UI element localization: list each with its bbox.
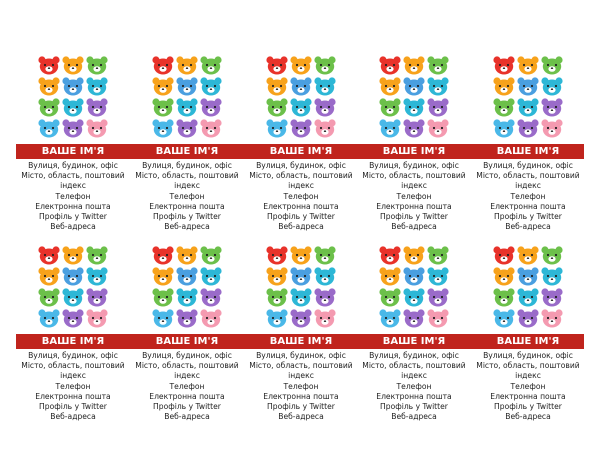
bear-face-icon bbox=[427, 56, 451, 77]
card-twitter: Профіль у Twitter bbox=[494, 212, 562, 222]
bear-face-icon bbox=[200, 288, 224, 309]
bear-face-icon bbox=[517, 119, 541, 140]
bear-face-icon bbox=[541, 309, 565, 330]
card-web: Веб-адреса bbox=[50, 222, 96, 232]
bear-face-icon bbox=[314, 267, 338, 288]
card-address: Вулиця, будинок, офіс bbox=[28, 351, 118, 360]
bear-face-icon bbox=[541, 267, 565, 288]
card-index: індекс bbox=[288, 371, 314, 381]
bear-face-icon bbox=[152, 119, 176, 140]
bear-face-icon bbox=[200, 309, 224, 330]
bear-grid bbox=[379, 246, 451, 330]
bear-face-icon bbox=[62, 309, 86, 330]
business-card bbox=[357, 46, 471, 236]
bear-face-icon bbox=[266, 309, 290, 330]
bear-face-icon bbox=[38, 267, 62, 288]
card-contact-info bbox=[244, 351, 358, 422]
bear-face-icon bbox=[266, 98, 290, 119]
card-email: Електронна пошта bbox=[490, 201, 566, 211]
card-email: Електронна пошта bbox=[376, 391, 452, 401]
card-email: Електронна пошта bbox=[490, 391, 566, 401]
card-name: ВАШЕ ІМ'Я bbox=[155, 336, 219, 347]
bear-face-icon bbox=[517, 98, 541, 119]
card-address: Вулиця, будинок, офіс bbox=[256, 161, 346, 170]
card-web: Веб-адреса bbox=[505, 222, 551, 232]
card-twitter: Профіль у Twitter bbox=[153, 212, 221, 222]
card-name: ВАШЕ ІМ'Я bbox=[269, 146, 333, 157]
card-city: Місто, область, поштовий bbox=[476, 171, 580, 181]
bear-face-icon bbox=[176, 119, 200, 140]
card-index: індекс bbox=[288, 181, 314, 191]
card-twitter: Профіль у Twitter bbox=[39, 402, 107, 412]
bear-face-icon bbox=[200, 246, 224, 267]
card-city: Місто, область, поштовий bbox=[249, 171, 353, 181]
bear-face-icon bbox=[290, 77, 314, 98]
card-phone: Телефон bbox=[55, 381, 91, 391]
business-card bbox=[357, 236, 471, 426]
card-contact-info bbox=[16, 161, 130, 232]
bear-face-icon bbox=[314, 288, 338, 309]
card-city: Місто, область, поштовий bbox=[476, 361, 580, 371]
card-web: Веб-адреса bbox=[164, 412, 210, 422]
card-twitter: Профіль у Twitter bbox=[380, 402, 448, 412]
card-twitter: Профіль у Twitter bbox=[380, 212, 448, 222]
business-card bbox=[130, 236, 244, 426]
bear-face-icon bbox=[379, 77, 403, 98]
bear-face-icon bbox=[290, 288, 314, 309]
bear-face-icon bbox=[493, 309, 517, 330]
bear-face-icon bbox=[541, 246, 565, 267]
card-phone: Телефон bbox=[55, 191, 91, 201]
bear-face-icon bbox=[493, 56, 517, 77]
bear-face-icon bbox=[379, 56, 403, 77]
bear-face-icon bbox=[493, 119, 517, 140]
bear-face-icon bbox=[38, 98, 62, 119]
bear-face-icon bbox=[152, 267, 176, 288]
card-twitter: Профіль у Twitter bbox=[39, 212, 107, 222]
bear-face-icon bbox=[200, 77, 224, 98]
bear-face-icon bbox=[427, 119, 451, 140]
bear-face-icon bbox=[38, 119, 62, 140]
bear-face-icon bbox=[86, 98, 110, 119]
card-index: індекс bbox=[515, 181, 541, 191]
bear-face-icon bbox=[314, 309, 338, 330]
card-phone: Телефон bbox=[510, 191, 546, 201]
bear-face-icon bbox=[38, 309, 62, 330]
bear-face-icon bbox=[176, 309, 200, 330]
bear-face-icon bbox=[541, 119, 565, 140]
bear-face-icon bbox=[379, 288, 403, 309]
bear-face-icon bbox=[152, 309, 176, 330]
card-index: індекс bbox=[174, 371, 200, 381]
bear-face-icon bbox=[200, 119, 224, 140]
bear-face-icon bbox=[541, 56, 565, 77]
card-city: Місто, область, поштовий bbox=[21, 361, 125, 371]
bear-face-icon bbox=[86, 267, 110, 288]
business-card bbox=[471, 46, 585, 236]
card-address: Вулиця, будинок, офіс bbox=[369, 351, 459, 360]
card-contact-info bbox=[130, 161, 244, 232]
bear-face-icon bbox=[152, 288, 176, 309]
bear-face-icon bbox=[86, 56, 110, 77]
card-address: Вулиця, будинок, офіс bbox=[142, 161, 232, 170]
bear-face-icon bbox=[290, 56, 314, 77]
card-contact-info bbox=[357, 351, 471, 422]
card-email: Електронна пошта bbox=[263, 201, 339, 211]
bear-face-icon bbox=[86, 119, 110, 140]
bear-face-icon bbox=[517, 56, 541, 77]
bear-face-icon bbox=[517, 309, 541, 330]
bear-grid bbox=[493, 56, 565, 140]
bear-face-icon bbox=[290, 119, 314, 140]
card-city: Місто, область, поштовий bbox=[135, 171, 239, 181]
bear-face-icon bbox=[38, 288, 62, 309]
card-email: Електронна пошта bbox=[149, 391, 225, 401]
card-address: Вулиця, будинок, офіс bbox=[28, 161, 118, 170]
card-city: Місто, область, поштовий bbox=[362, 171, 466, 181]
card-web: Веб-адреса bbox=[278, 412, 324, 422]
card-name: ВАШЕ ІМ'Я bbox=[496, 146, 560, 157]
bear-face-icon bbox=[517, 288, 541, 309]
bear-face-icon bbox=[379, 267, 403, 288]
bear-face-icon bbox=[152, 77, 176, 98]
card-city: Місто, область, поштовий bbox=[135, 361, 239, 371]
card-email: Електронна пошта bbox=[376, 201, 452, 211]
bear-face-icon bbox=[38, 246, 62, 267]
card-address: Вулиця, будинок, офіс bbox=[483, 351, 573, 360]
card-web: Веб-адреса bbox=[278, 222, 324, 232]
bear-face-icon bbox=[403, 288, 427, 309]
bear-face-icon bbox=[427, 77, 451, 98]
business-card bbox=[16, 236, 130, 426]
card-phone: Телефон bbox=[396, 191, 432, 201]
bear-face-icon bbox=[379, 246, 403, 267]
bear-face-icon bbox=[427, 246, 451, 267]
card-twitter: Профіль у Twitter bbox=[267, 402, 335, 412]
business-card bbox=[16, 46, 130, 236]
bear-face-icon bbox=[493, 98, 517, 119]
card-address: Вулиця, будинок, офіс bbox=[369, 161, 459, 170]
card-web: Веб-адреса bbox=[391, 412, 437, 422]
card-address: Вулиця, будинок, офіс bbox=[256, 351, 346, 360]
card-twitter: Профіль у Twitter bbox=[153, 402, 221, 412]
bear-face-icon bbox=[517, 267, 541, 288]
card-email: Електронна пошта bbox=[35, 201, 111, 211]
card-index: індекс bbox=[401, 181, 427, 191]
card-web: Веб-адреса bbox=[391, 222, 437, 232]
bear-face-icon bbox=[403, 77, 427, 98]
bear-grid bbox=[38, 56, 110, 140]
bear-face-icon bbox=[152, 56, 176, 77]
bear-face-icon bbox=[266, 246, 290, 267]
bear-face-icon bbox=[266, 56, 290, 77]
card-index: індекс bbox=[401, 371, 427, 381]
bear-face-icon bbox=[86, 288, 110, 309]
bear-face-icon bbox=[427, 267, 451, 288]
bear-face-icon bbox=[493, 267, 517, 288]
card-web: Веб-адреса bbox=[505, 412, 551, 422]
bear-grid bbox=[266, 56, 338, 140]
bear-face-icon bbox=[541, 288, 565, 309]
card-phone: Телефон bbox=[169, 381, 205, 391]
card-phone: Телефон bbox=[283, 191, 319, 201]
bear-face-icon bbox=[314, 56, 338, 77]
card-contact-info bbox=[357, 161, 471, 232]
bear-face-icon bbox=[38, 77, 62, 98]
bear-grid bbox=[152, 56, 224, 140]
bear-face-icon bbox=[541, 98, 565, 119]
bear-face-icon bbox=[62, 56, 86, 77]
bear-face-icon bbox=[152, 98, 176, 119]
card-index: індекс bbox=[60, 181, 86, 191]
card-name: ВАШЕ ІМ'Я bbox=[382, 336, 446, 347]
business-card bbox=[130, 46, 244, 236]
card-name: ВАШЕ ІМ'Я bbox=[496, 336, 560, 347]
bear-face-icon bbox=[200, 56, 224, 77]
card-twitter: Профіль у Twitter bbox=[267, 212, 335, 222]
bear-face-icon bbox=[86, 246, 110, 267]
bear-grid bbox=[379, 56, 451, 140]
bear-face-icon bbox=[266, 267, 290, 288]
card-phone: Телефон bbox=[396, 381, 432, 391]
bear-face-icon bbox=[62, 77, 86, 98]
business-card bbox=[244, 46, 358, 236]
card-city: Місто, область, поштовий bbox=[21, 171, 125, 181]
bear-face-icon bbox=[266, 119, 290, 140]
bear-face-icon bbox=[86, 309, 110, 330]
card-city: Місто, область, поштовий bbox=[249, 361, 353, 371]
bear-face-icon bbox=[62, 98, 86, 119]
bear-face-icon bbox=[403, 267, 427, 288]
card-email: Електронна пошта bbox=[263, 391, 339, 401]
bear-face-icon bbox=[152, 246, 176, 267]
card-contact-info bbox=[130, 351, 244, 422]
bear-face-icon bbox=[38, 56, 62, 77]
card-index: індекс bbox=[515, 371, 541, 381]
bear-grid bbox=[38, 246, 110, 330]
bear-face-icon bbox=[403, 98, 427, 119]
bear-face-icon bbox=[493, 246, 517, 267]
bear-face-icon bbox=[62, 288, 86, 309]
bear-face-icon bbox=[266, 288, 290, 309]
bear-face-icon bbox=[314, 119, 338, 140]
bear-grid bbox=[266, 246, 338, 330]
bear-face-icon bbox=[493, 288, 517, 309]
bear-face-icon bbox=[176, 56, 200, 77]
bear-face-icon bbox=[176, 267, 200, 288]
card-email: Електронна пошта bbox=[35, 391, 111, 401]
bear-face-icon bbox=[290, 309, 314, 330]
bear-face-icon bbox=[176, 77, 200, 98]
card-index: індекс bbox=[174, 181, 200, 191]
bear-face-icon bbox=[379, 98, 403, 119]
bear-face-icon bbox=[200, 267, 224, 288]
card-name: ВАШЕ ІМ'Я bbox=[41, 146, 105, 157]
bear-face-icon bbox=[379, 309, 403, 330]
card-name: ВАШЕ ІМ'Я bbox=[41, 336, 105, 347]
bear-face-icon bbox=[200, 98, 224, 119]
bear-face-icon bbox=[86, 77, 110, 98]
bear-face-icon bbox=[176, 98, 200, 119]
bear-grid bbox=[152, 246, 224, 330]
bear-face-icon bbox=[403, 56, 427, 77]
card-contact-info bbox=[471, 161, 585, 232]
bear-face-icon bbox=[403, 309, 427, 330]
card-index: індекс bbox=[60, 371, 86, 381]
card-address: Вулиця, будинок, офіс bbox=[483, 161, 573, 170]
card-contact-info bbox=[244, 161, 358, 232]
bear-face-icon bbox=[62, 119, 86, 140]
bear-face-icon bbox=[427, 309, 451, 330]
bear-face-icon bbox=[517, 246, 541, 267]
card-city: Місто, область, поштовий bbox=[362, 361, 466, 371]
bear-face-icon bbox=[314, 246, 338, 267]
bear-face-icon bbox=[290, 267, 314, 288]
bear-face-icon bbox=[314, 98, 338, 119]
card-web: Веб-адреса bbox=[50, 412, 96, 422]
bear-face-icon bbox=[176, 288, 200, 309]
bear-face-icon bbox=[62, 267, 86, 288]
bear-face-icon bbox=[427, 98, 451, 119]
bear-face-icon bbox=[517, 77, 541, 98]
bear-face-icon bbox=[493, 77, 517, 98]
bear-face-icon bbox=[290, 98, 314, 119]
card-name: ВАШЕ ІМ'Я bbox=[269, 336, 333, 347]
card-name: ВАШЕ ІМ'Я bbox=[382, 146, 446, 157]
card-contact-info bbox=[16, 351, 130, 422]
bear-face-icon bbox=[427, 288, 451, 309]
bear-face-icon bbox=[541, 77, 565, 98]
bear-face-icon bbox=[379, 119, 403, 140]
bear-face-icon bbox=[62, 246, 86, 267]
card-phone: Телефон bbox=[510, 381, 546, 391]
bear-face-icon bbox=[266, 77, 290, 98]
card-web: Веб-адреса bbox=[164, 222, 210, 232]
card-name: ВАШЕ ІМ'Я bbox=[155, 146, 219, 157]
card-address: Вулиця, будинок, офіс bbox=[142, 351, 232, 360]
business-card bbox=[244, 236, 358, 426]
business-card bbox=[471, 236, 585, 426]
bear-grid bbox=[493, 246, 565, 330]
card-email: Електронна пошта bbox=[149, 201, 225, 211]
bear-face-icon bbox=[290, 246, 314, 267]
card-contact-info bbox=[471, 351, 585, 422]
card-phone: Телефон bbox=[169, 191, 205, 201]
bear-face-icon bbox=[403, 119, 427, 140]
card-twitter: Профіль у Twitter bbox=[494, 402, 562, 412]
bear-face-icon bbox=[403, 246, 427, 267]
bear-face-icon bbox=[176, 246, 200, 267]
bear-face-icon bbox=[314, 77, 338, 98]
card-phone: Телефон bbox=[283, 381, 319, 391]
